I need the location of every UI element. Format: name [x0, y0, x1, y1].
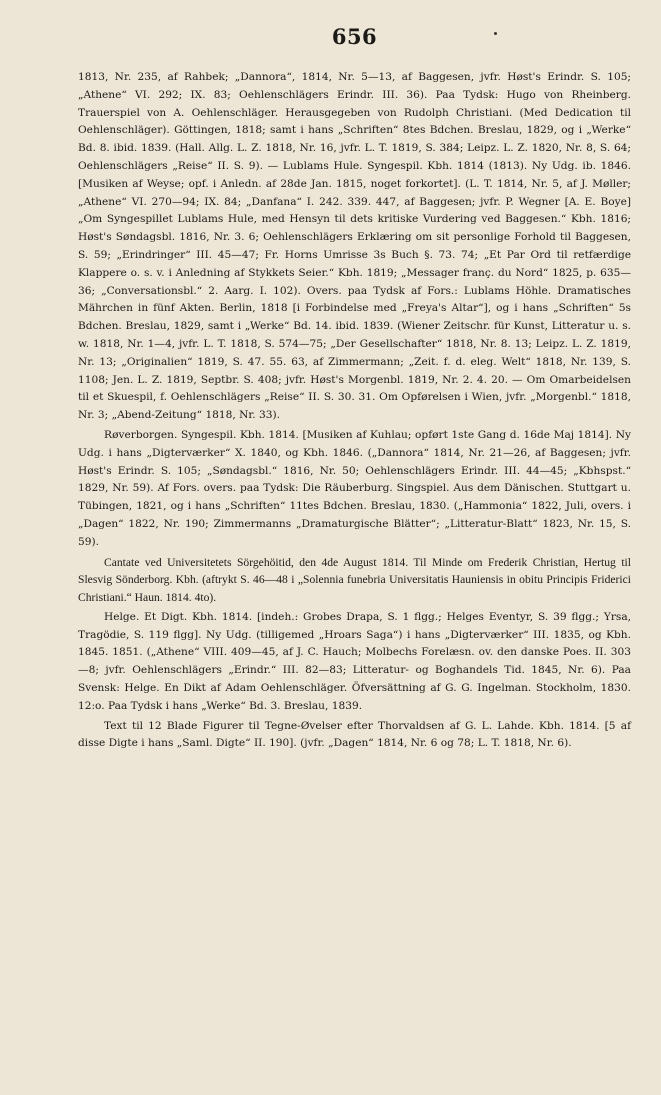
bibliography-entry-cantate: Cantate ved Universitetets Sörgehöitid, den 4de August 1814. Til Minde om Frederik Christian, Hertug til Slesvig Sönderborg. Kbh. (aftrykt S. 46—48 i „Solennia funebria Universitatis Hauniensis in obitu Principis Friderici Christiani.“ Haun. 1814. 4to).: [78, 555, 631, 604]
print-speck: [494, 32, 497, 35]
bibliography-entry-roverborgen: Røverborgen. Syngespil. Kbh. 1814. [Musiken af Kuhlau; opført 1ste Gang d. 16de Maj 1814]. Ny Udg. i hans „Digterværker“ X. 1840, og Kbh. 1846. („Dannora“ 1814, Nr. 21—26, af Baggesen; jvfr. Høst's Erindr. S. 105; „Søndagsbl.“ 1816, Nr. 50; Oehlenschlägers Erindr. III. 44—45; „Kbhspst.“ 1829, Nr. 59). Af Fors. overs. paa Tydsk: Die Räuberburg. Singspiel. Aus dem Dänischen. Stuttgart u. Tübingen, 1821, og i hans „Schriften“ 11tes Bdchen. Breslau, 1830. („Hammonia“ 1822, Juli, overs. i „Dagen“ 1822, Nr. 190; Zimmermanns „Dramaturgische Blätter“; „Litteratur-Blatt“ 1823, Nr. 15, S. 59).: [78, 428, 631, 548]
bibliography-entry-helge: Helge. Et Digt. Kbh. 1814. [indeh.: Grobes Drapa, S. 1 flgg.; Helges Eventyr, S. 39 flgg.; Yrsa, Tragödie, S. 119 flgg]. Ny Udg. (tilligemed „Hroars Saga“) i hans „Digterværker“ III. 1835, og Kbh. 1845. 1851. („Athene“ VIII. 409—45, af J. C. Hauch; Molbechs Forelæsn. ov. den danske Poes. II. 303—8; jvfr. Oehlenschlägers „Erindr.“ III. 82—83; Litteratur- og Boghandels Tid. 1845, Nr. 6). Paa Svensk: Helge. En Dikt af Adam Oehlenschläger. Öfversättning af G. G. Ingelman. Stockholm, 1830. 12:o. Paa Tydsk i hans „Werke“ Bd. 3. Breslau, 1839.: [78, 610, 631, 712]
page-number: 656: [331, 24, 378, 49]
bibliography-entry-text-til-12-blade: Text til 12 Blade Figurer til Tegne-Øvelser efter Thorvaldsen af G. L. Lahde. Kbh. 1814. [5 af disse Digte i hans „Saml. Digte“ II. 190]. (jvfr. „Dagen“ 1814, Nr. 6 og 78; L. T. 1818, Nr. 6).: [78, 719, 631, 750]
bibliography-entry-hugo-von-rheinberg-continued: 1813, Nr. 235, af Rahbek; „Dannora“, 1814, Nr. 5—13, af Baggesen, jvfr. Høst's Erindr. S. 105; „Athene“ VI. 292; IX. 83; Oehlenschlägers Erindr. III. 36). Paa Tydsk: Hugo von Rheinberg. Trauerspiel von A. Oehlenschläger. Herausgegeben von Rudolph Christiani. (Med Dedication til Oehlenschläger). Göttingen, 1818; samt i hans „Schriften“ 8tes Bdchen. Breslau, 1829, og i „Werke“ Bd. 8. ibid. 1839. (Hall. Allg. L. Z. 1818, Nr. 16, jvfr. L. T. 1819, S. 384; Leipz. L. Z. 1820, Nr. 8, S. 64; Oehlenschlägers „Reise“ II. S. 9). — Lublams Hule. Syngespil. Kbh. 1814 (1813). Ny Udg. ib. 1846. [Musiken af Weyse; opf. i Anledn. af 28de Jan. 1815, noget forkortet]. (L. T. 1814, Nr. 5, af J. Møller; „Athene“ VI. 270—94; IX. 84; „Danfana“ I. 242. 339. 447, af Baggesen; jvfr. P. Wegner [A. E. Boye] „Om Syngespillet Lublams Hule, med Hensyn til dets kritiske Vurdering ved Baggesen.“ Kbh. 1816; Høst's Søndagsbl. 1816, Nr. 3. 6; Oehlenschlägers Erklæring om sit personlige Forhold til Baggesen, S. 59; „Erindringer“ III. 45—47; Fr. Horns Umrisse 3s Buch §. 73. 74; „Et Par Ord til retfærdige Klappere o. s. v. i Anledning af Stykkets Seier.“ Kbh. 1819; „Messager franç. du Nord“ 1825, p. 635—36; „Conversationsbl.“ 2. Aarg. I. 102). Overs. paa Tydsk af Fors.: Lublams Höhle. Dramatisches Mährchen in fünf Akten. Berlin, 1818 [i Forbindelse med „Freya's Altar“], og i hans „Schriften“ 5s Bdchen. Breslau, 1829, samt i „Werke“ Bd. 14. ibid. 1839. (Wiener Zeitschr. für Kunst, Litteratur u. s. w. 1818, Nr. 1—4, jvfr. L. T. 1818, S. 574—75; „Der Gesellschafter“ 1818, Nr. 8. 13; Leipz. L. Z. 1819, Nr. 13; „Originalien“ 1819, S. 47. 55. 63, af Zimmermann; „Zeit. f. d. eleg. Welt“ 1818, Nr. 139, S. 1108; Jen. L. Z. 1819, Septbr. S. 408; jvfr. Høst's Morgenbl. 1819, Nr. 2. 4. 20. — Om Omarbeidelsen til et Skuespil, f. Oehlenschlägers „Reise“ II. S. 30. 31. Om Opførelsen i Wien, jvfr. „Morgenbl.“ 1818, Nr. 3; „Abend-Zeitung“ 1818, Nr. 33).: [78, 71, 631, 422]
